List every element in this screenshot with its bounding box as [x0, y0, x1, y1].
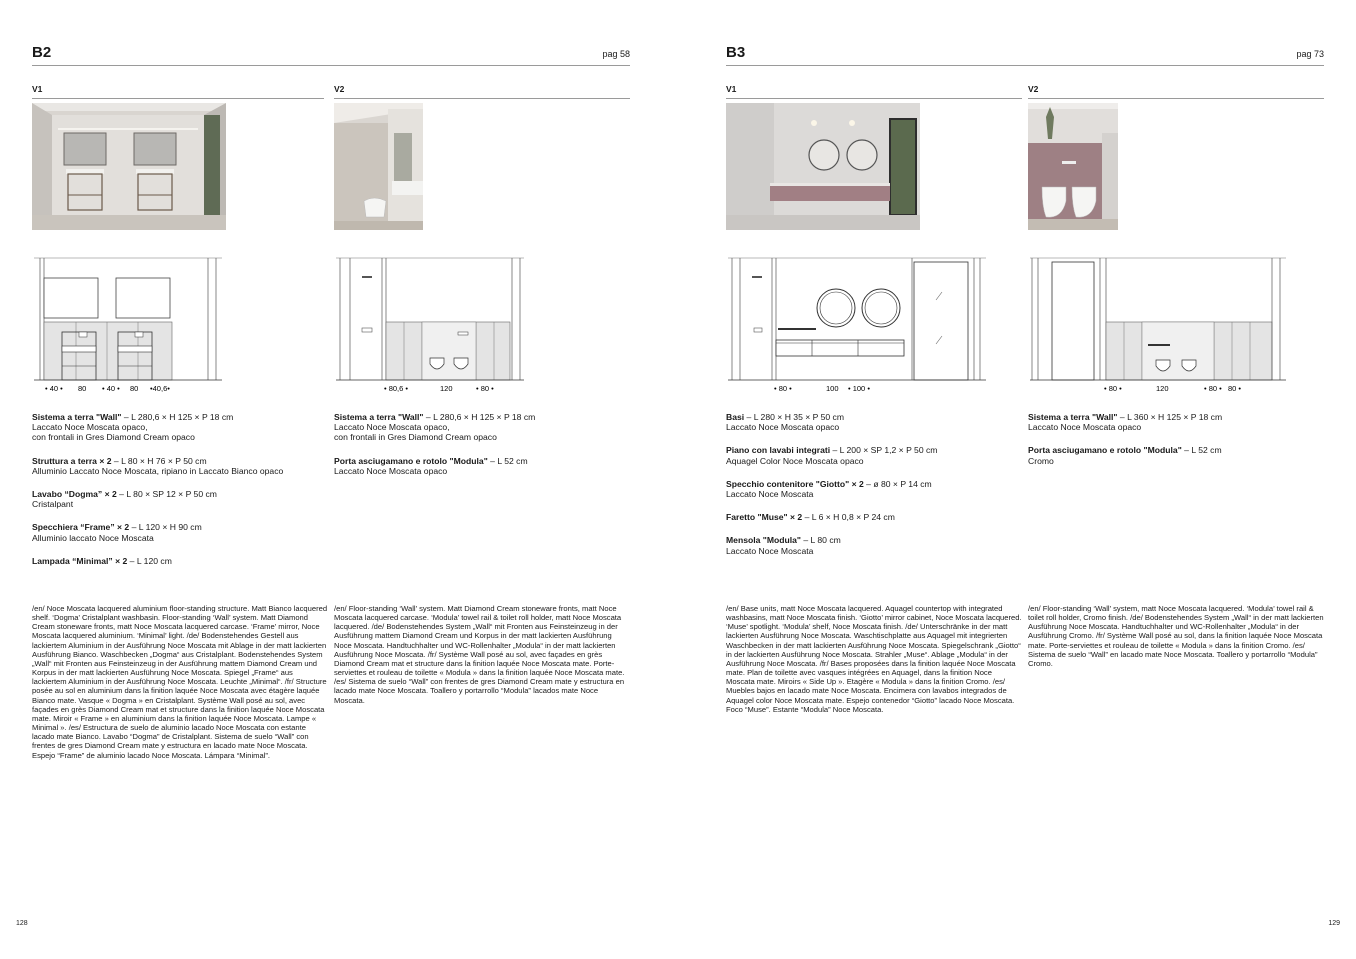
svg-text:• 80 •: • 80 • — [476, 384, 494, 393]
multilingual-description: /en/ Noce Moscata lacquered aluminium floor-standing structure. Matt Bianco lacquered shelf. ‘Dogma’ Cristalplant washbasin. Floor-standing ‘Wall’ system. Matt Diamond Cream stoneware fronts, matt Noce Moscata lacquered carcase. ‘Frame’ mirror, Noce Moscata lacquered aluminium. ‘Minimal’ light. /de/ Bodenstehendes Gestell aus lackiertem Aluminium in der Ausführung Noce Moscata mit Ablage in der matt lackierten Ausführung Bianco. Waschbecken „Dogma“ aus Cristalplant. Bodenstehendes System „Wall“ mit Fronten aus Feinsteinzeug in der Ausführung mattem Diamond Cream und Korpus in der matt lackierten Ausführung Noce Moscata. Spiegel „Frame“ aus lackiertem Aluminium in der Ausführung Noce Moscata. Leuchte „Minimal“. /fr/ Structure posée au sol en aluminium dans la finition laquée Noce Moscata avec étagère laquée Bianco mate. Vasque « Dogma » en Cristalplant. Système Wall posé au sol, avec façades en grès Diamond Cream mat et structure dans la finition laquée Noce Moscata mate. Miroir « Frame » en aluminium dans la finition laquée Noce Moscata. Lampe « Minimal ». /es/ Estructura de suelo de aluminio lacado Noce Moscata con estante lacado mate Bianco. Lavabo “Dogma” de Cristalplant. Sistema de suelo “Wall” con frentes de gres Diamond Cream mate y estructura en lacado mate Noce Moscata. Espejo “Frame” de aluminio lacado Noce Moscata. Lámpara “Minimal”. — [32, 604, 328, 760]
variant-rule — [32, 98, 324, 99]
page-number: 128 — [16, 920, 28, 927]
multilingual-description: /en/ Base units, matt Noce Moscata lacquered. Aquagel countertop with integrated washbasins, matt Noce Moscata finish. ‘Giotto’ mirror cabinet, Noce Moscata lacquered. ‘Muse’ spotlight. ‘Modula’ shelf, Noce Moscata finish. /de/ Unterschränke in der matt lackierten Ausführung Noce Moscata. Waschtischplatte aus Aquagel mit integrierten Waschbecken in der matt lackierten Ausführung Noce Moscata. Spiegelschrank „Giotto“ in der lackierten Ausführung Noce Moscata. Strahler „Muse“. Ablage „Modula“ in der Ausführung Noce Moscata. /fr/ Bases proposées dans la finition laquée Noce Moscata mate. Plan de toilette avec vasques intégrées en Aquagel, dans la finition Noce Moscata mate. Miroirs « Side Up ». Etagère « Modula » dans la finition Cromo. /es/ Muebles bajos en lacado mate Noce Moscata. Encimera con lavabos integrados de Aquagel color Noce Moscata mate. Espejo contenedor “Giotto” lacado Noce Moscata. Foco “Muse”. Estante “Modula” Noce Moscata. — [726, 604, 1022, 714]
spec-item: Struttura a terra × 2 – L 80 × H 76 × P 50 cm Alluminio Laccato Noce Moscata, ripiano in Laccato Bianco opaco — [32, 455, 284, 476]
section-code: B2 — [32, 44, 52, 61]
spec-item: Faretto "Muse" × 2 – L 6 × H 0,8 × P 24 cm — [726, 512, 895, 523]
variant-label: V2 — [334, 84, 345, 94]
spec-item: Specchio contenitore "Giotto" × 2 – ø 80 × P 14 cm Laccato Noce Moscata — [726, 478, 932, 500]
svg-text:80 •: 80 • — [1228, 384, 1242, 393]
svg-text:• 40 •: • 40 • — [45, 384, 63, 393]
spec-list — [32, 412, 324, 579]
elevation-drawing — [1028, 252, 1286, 402]
spec-item: Sistema a terra "Wall" – L 360 × H 125 × P 18 cm Laccato Noce Moscata opaco — [1028, 412, 1223, 433]
spec-item: Piano con lavabi integrati – L 200 × SP 1,2 × P 50 cm Aquagel Color Noce Moscata opaco — [726, 445, 938, 466]
header-rule — [726, 65, 1324, 66]
spec-item: Sistema a terra "Wall" – L 280,6 × H 125 × P 18 cm Laccato Noce Moscata opaco, con frontali in Gres Diamond Cream opaco — [334, 412, 536, 443]
dimension-label: 80 — [778, 384, 788, 393]
spec-item: Specchiera “Frame” × 2 – L 120 × H 90 cm Alluminio laccato Noce Moscata — [32, 522, 202, 543]
svg-text:• 80 •: • 80 • — [1104, 384, 1122, 393]
page-reference: pag 58 — [602, 49, 630, 59]
spec-item: Sistema a terra "Wall" – L 280,6 × H 125 × P 18 cm Laccato Noce Moscata opaco, con frontali in Gres Diamond Cream opaco — [32, 412, 234, 443]
bathroom-photo — [334, 103, 423, 230]
dimension-label: 80,6 — [388, 384, 404, 393]
variant-label: V1 — [726, 84, 737, 94]
spec-list — [334, 412, 626, 489]
dimension-label: 100 — [852, 384, 866, 393]
bathroom-photo — [1028, 103, 1118, 230]
dimension-label: 80 — [1228, 384, 1237, 393]
dimension-label: 120 — [1156, 384, 1169, 393]
spec-item: Lavabo “Dogma” × 2 – L 80 × SP 12 × P 50 cm Cristalpant — [32, 489, 217, 510]
dimension-label: 80 — [78, 384, 87, 393]
dimension-label: 80 — [130, 384, 139, 393]
section-code: B3 — [726, 44, 746, 61]
dimension-label: 80 — [1208, 384, 1218, 393]
variant-label: V2 — [1028, 84, 1039, 94]
svg-text:• 100 •: • 100 • — [848, 384, 870, 393]
page-reference: pag 73 — [1296, 49, 1324, 59]
dimension-label: 40 — [49, 384, 59, 393]
spec-item: Lampada “Minimal” × 2 – L 120 cm — [32, 555, 172, 566]
elevation-drawing — [726, 252, 986, 402]
bathroom-photo — [32, 103, 226, 230]
spec-item: Porta asciugamano e rotolo "Modula" – L 52 cm Laccato Noce Moscata opaco — [334, 455, 528, 476]
variant-rule — [1028, 98, 1324, 99]
elevation-drawing — [32, 252, 222, 402]
svg-text:• 80 •: • 80 • — [774, 384, 792, 393]
bathroom-photo — [726, 103, 920, 230]
svg-text:• 80 •: • 80 • — [1204, 384, 1222, 393]
dimension-label: 40,6 — [152, 384, 168, 393]
variant-label: V1 — [32, 84, 43, 94]
svg-text:•40,6•: •40,6• — [150, 384, 170, 393]
dimension-label: 40 — [106, 384, 116, 393]
variant-rule — [726, 98, 1022, 99]
spec-item: Porta asciugamano e rotolo "Modula" – L 52 cm Cromo — [1028, 445, 1222, 466]
elevation-drawing — [334, 252, 524, 402]
right-page — [678, 0, 1356, 959]
svg-text:• 80,6 •: • 80,6 • — [384, 384, 409, 393]
multilingual-description: /en/ Floor-standing ‘Wall’ system, matt Noce Moscata lacquered. ‘Modula’ towel rail & toilet roll holder, Cromo finish. /de/ Bodenstehendes System „Wall“ in der matt lackierten Ausführung Noce Moscata. Handtuchhalter und WC-Rollenhalter „Modula“ in der Ausführung Cromo. /fr/ Système Wall posé au sol, dans la finition laquée Noce Moscata mate. Porte-serviettes et rouleau de toilette « Modula » dans la finition Cromo. /es/ Sistema de suelo “Wall” en lacado mate Noce Moscata. Toallero y portarrollo “Modula” Cromo. — [1028, 604, 1324, 668]
multilingual-description: /en/ Floor-standing ‘Wall’ system. Matt Diamond Cream stoneware fronts, matt Noce Moscata lacquered carcase. ‘Modula’ towel rail & toilet roll holder, matt Noce Moscata lacquered. /de/ Bodenstehendes System „Wall“ mit Fronten aus Feinsteinzeug in der Ausführung mattem Diamond Cream und Korpus in der matt lackierten Ausführung Noce Moscata. Handtuchhalter und WC-Rollenhalter „Modula“ in der matt lackierten Ausführung Noce Moscata. /fr/ Système Wall posé au sol, avec façades en grès Diamond Cream mat et structure dans la finition laquée Noce Moscata mate. Porte-serviettes et rouleau de toilette « Modula » dans la finition laquée Noce Moscata mate. /es/ Sistema de suelo “Wall” con frentes de gres Diamond Cream mate y estructura en lacado mate Noce Moscata. Toallero y portarrollo “Modula” lacados mate Noce Moscata. — [334, 604, 625, 705]
spec-item: Basi – L 280 × H 35 × P 50 cm Laccato Noce Moscata opaco — [726, 412, 845, 433]
svg-text:• 40 •: • 40 • — [102, 384, 120, 393]
spec-item: Mensola "Modula" – L 80 cm Laccato Noce Moscata — [726, 535, 841, 556]
spec-list — [1028, 412, 1320, 479]
page-number: 129 — [1328, 920, 1340, 927]
header-rule — [32, 65, 630, 66]
variant-rule — [334, 98, 630, 99]
dimension-label: 80 — [480, 384, 490, 393]
spec-list — [726, 412, 1018, 569]
dimension-label: 100 — [826, 384, 839, 393]
dimension-label: 80 — [1108, 384, 1118, 393]
dimension-label: 120 — [440, 384, 453, 393]
